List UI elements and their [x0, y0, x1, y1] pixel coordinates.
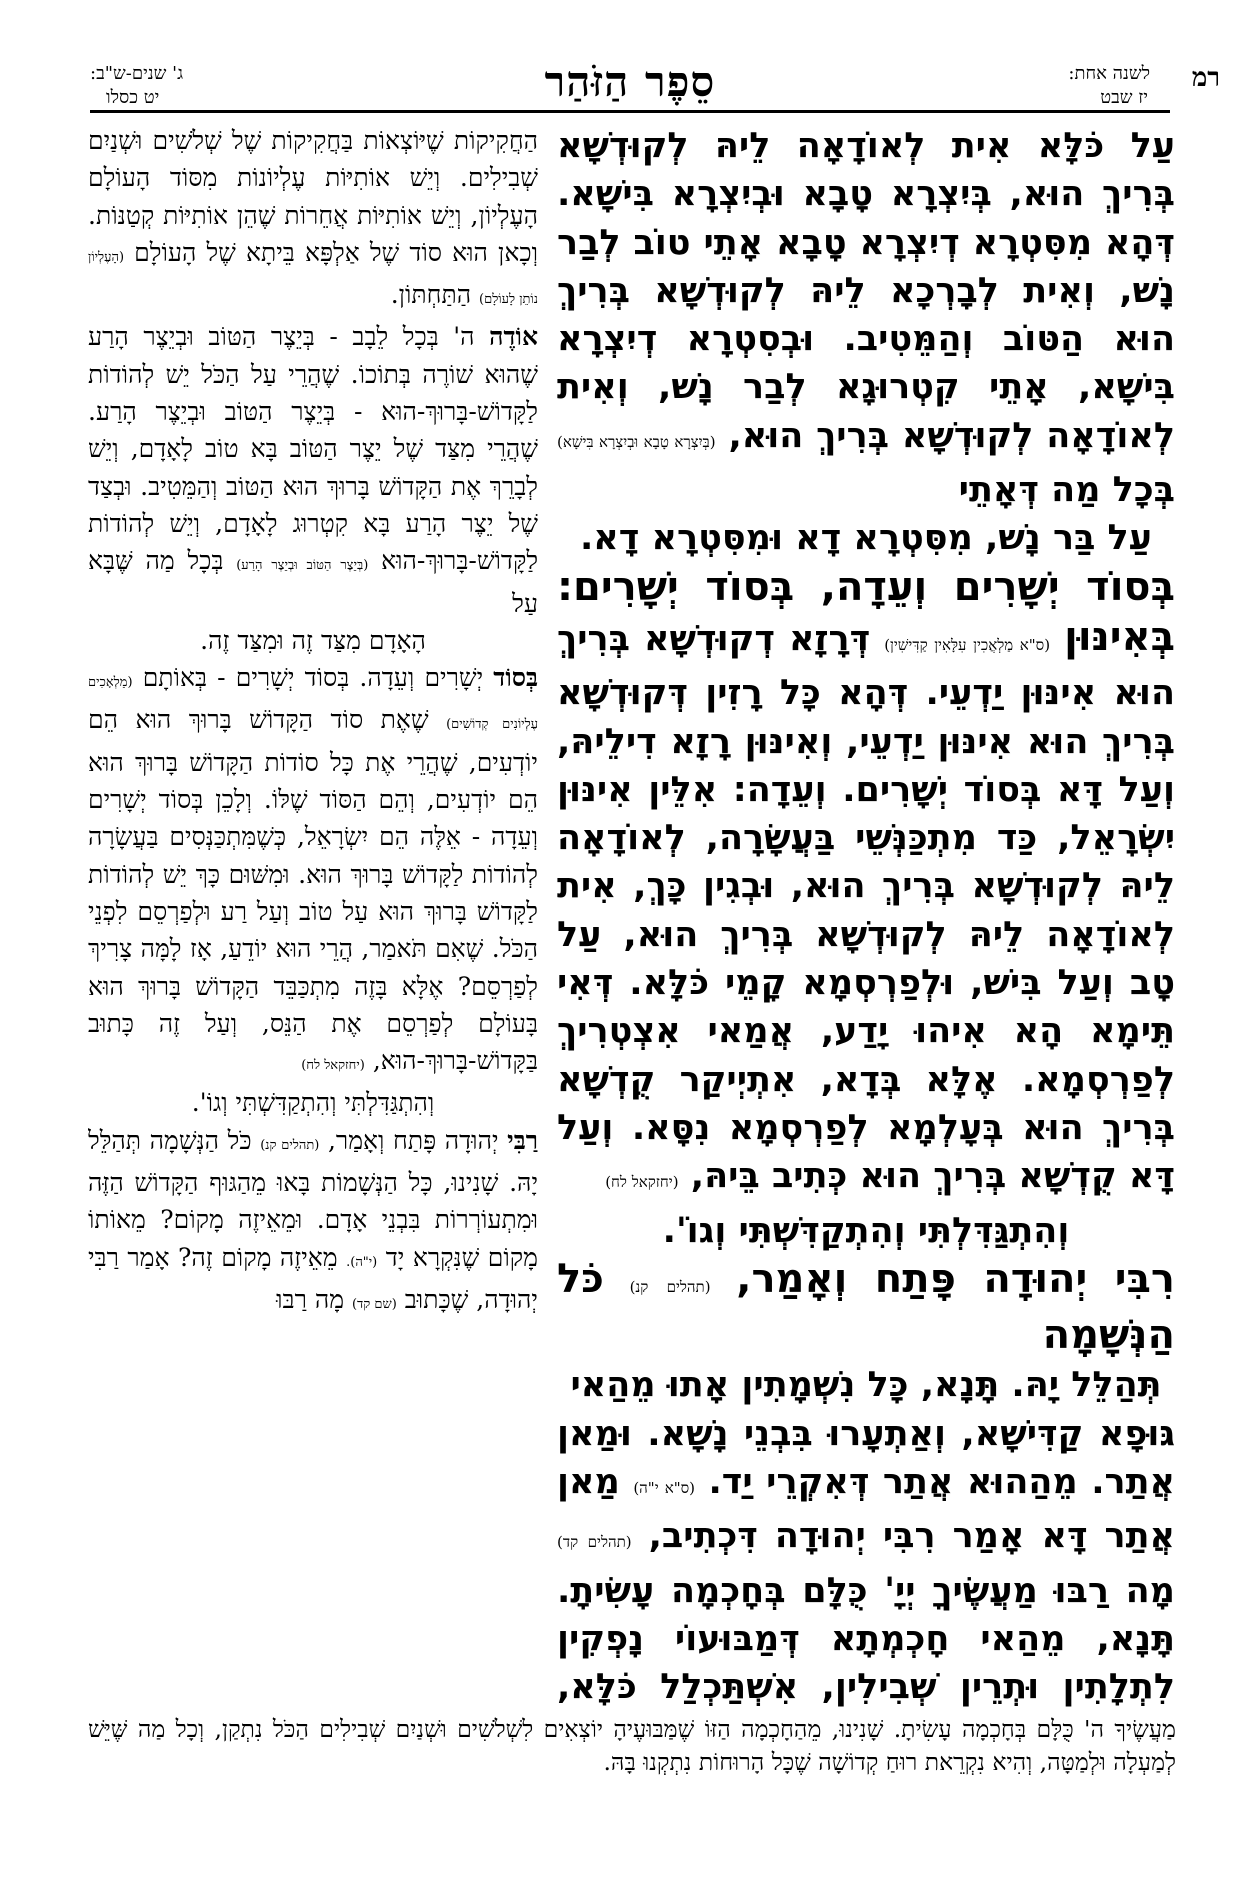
commentary-text: שֶׁאֶת סוֹד הַקָּדוֹשׁ בָּרוּךְ הוּא הֵם יוֹדְעִים, שֶׁהֲרֵי אֶת כָּל סוֹדוֹת הַקָּדוֹשׁ בָּרוּךְ הוּא הֵם יוֹדְעִים, וְהֵם הַסּוֹד שֶׁלּוֹ. וְלָכֵן בְּסוֹד יְשָׁרִים וְעֵדָה - אֵלֶּה הֵם יִשְׂרָאֵל, כְּשֶׁמִּתְכַּנְּסִים בַּעֲשָׂרָה לְהוֹדוֹת לַקָּדוֹשׁ בָּרוּךְ הוּא. וּמִשּׁוּם כָּךְ יֵשׁ לְהוֹדוֹת לַקָּדוֹשׁ בָּרוּךְ הוּא עַל טוֹב וְעַל רַע וּלְפַרְסֵם לִפְנֵי הַכֹּל. שֶׁאִם תֹּאמַר, הֲרֵי הוּא יוֹדֵעַ, אָז לָמָּה צָרִיךְ לְפַרְסֵם? אֶלָּא בָּזֶה מִתְכַּבֵּד הַקָּדוֹשׁ בָּרוּךְ הוּא בָּעוֹלָם לְפַרְסֵם אֶת הַנֵּס, וְעַל זֶה כָּתוּב בַּקָּדוֹשׁ-בָּרוּךְ-הוּא, [88, 705, 538, 1076]
hebrew-translation-column [88, 122, 538, 1707]
main-text: כֹּל הַנְּשָׁמָה [557, 1255, 1175, 1359]
commentary-lead-word: אוֹדֶה [489, 322, 538, 352]
footer-text: מַעֲשֶׂיךָ ה' כֻּלָּם בְּחָכְמָה עָשִׂיתָ. שָׁנִינוּ, מֵהַחָכְמָה הַזּוֹ שֶׁמַּבּוּעֶיהָ יוֹצְאִים לִשְׁלֹשִׁים וּשְׁנַיִם שְׁבִילִים הַכֹּל נִתְקַן, וְכָל מַה שֶּׁיֵּשׁ לְמַעְלָה וּלְמַטָּה, וְהִיא נִקְרֵאת רוּחַ קְדוֹשָׁה שֶׁכָּל הָרוּחוֹת נִתְקְנוּ בָּהּ. [88, 1715, 1176, 1776]
commentary-gloss: (בְּיֵצֶר הַטּוֹב וּבְיֵצֶר הָרַע) [236, 558, 369, 574]
commentary-text: הַחֲקִיקוֹת שֶׁיּוֹצְאוֹת בַּחֲקִיקוֹת שֶׁל שְׁלֹשִׁים וּשְׁנַיִם שְׁבִילִים. וְיֵשׁ אוֹתִיּוֹת עֶלְיוֹנוֹת מִסּוֹד הָעוֹלָם הָעֶלְיוֹן, וְיֵשׁ אוֹתִיּוֹת אֲחֵרוֹת שֶׁהֵן אוֹתִיּוֹת קְטַנּוֹת. וְכָאן הוּא סוֹד שֶׁל אַלְפָּא בֵּיתָא שֶׁל הָעוֹלָם [88, 126, 538, 267]
main-gloss: (ס"א מַלְאֲכִין עִלָּאִין קַדִּישִׁין) [884, 635, 1051, 654]
commentary-gloss: (י"ה). [346, 1254, 378, 1270]
column-divider [548, 122, 549, 1707]
main-text: מַאן אֲתַר דָּא אָמַר רִבִּי יְהוּדָה דִּכְתִיב, [557, 1462, 1175, 1557]
main-centered-line: תְּהַלֵּל יָהּ. תָּנָא, כָּל נִשְׁמָתִין אָתוּ מֵהַאי [570, 1365, 1162, 1406]
main-text: דְּרָזָא דְקוּדְשָׁא בְּרִיךְ הוּא אִינּוּן יַדְעֵי. דְּהָא כָּל רָזִין דְּקוּדְשָׁא בְּרִיךְ הוּא אִינּוּן יַדְעֵי, וְאִינּוּן רָזָא דִילֵיהּ, וְעַל דָּא בְּסוֹד יְשָׁרִים. וְעֵדָה: אִלֵּין אִינּוּן יִשְׂרָאֵל, כַּד מִתְכַּנְּשֵׁי בַּעֲשָׂרָה, לְאוֹדָאָה לֵיהּ לְקוּדְשָׁא בְּרִיךְ הוּא, וּבְגִין כָּךְ, אִית לְאוֹדָאָה לֵיהּ לְקוּדְשָׁא בְּרִיךְ הוּא, עַל טָב וְעַל בִּישׁ, וּלְפַרְסְמָא קָמֵי כֹּלָּא. דְּאִי תֵּימָא הָא אִיהוּ יָדַע, אֲמַאי אִצְטְרִיךְ לְפַרְסְמָא. אֶלָּא בְּדָא, אִתְיְיקַר קֻדְשָׁא בְּרִיךְ הוּא בְּעָלְמָא לְפַרְסְמָא נִסָּא. וְעַל דָּא קֻדְשָׁא בְּרִיךְ הוּא כְּתִיב בֵּיהּ, [557, 618, 1175, 1197]
main-paragraph-1 [557, 122, 1175, 514]
main-text: רִבִּי יְהוּדָה פָּתַח וְאָמַר, [736, 1255, 1175, 1302]
main-gloss: (ס"א י"ה) [633, 1479, 696, 1498]
commentary-lead-word: רַבִּי [507, 1125, 538, 1155]
verse-reference: (תהלים קד) [557, 1533, 632, 1552]
commentary-text: כֹּל הַנְּשָׁמָה תְּהַלֵּל יָהּ. שָׁנִינוּ, כָּל הַנְּשָׁמוֹת בָּאוּ מֵהַגּוּף הַקָּדוֹשׁ הַזֶּה וּמִתְעוֹרְרוֹת בִּבְנֵי אָדָם. וּמֵאֵיזֶה מָקוֹם? מֵאוֹתוֹ מָקוֹם שֶׁנִּקְרָא יָד [88, 1125, 538, 1272]
verse-reference: (תהלים קנ) [629, 1277, 711, 1296]
verse-reference: (שם קד) [351, 1296, 397, 1312]
main-text: עַל כֹּלָּא אִית לְאוֹדָאָה לֵיהּ לְקוּדְשָׁא בְּרִיךְ הוּא, בְּיִצְרָא טָבָא וּבְיִצְרָא בִּישָׁא. דְּהָא מִסִּטְרָא דְיִצְרָא טָבָא אָתֵי טוֹב לְבַר נָשׁ, וְאִית לְבָרְכָא לֵיהּ לְקוּדְשָׁא בְּרִיךְ הוּא הַטּוֹב וְהַמֵּטִיב. וּבְסִטְרָא דְיִצְרָא בִּישָׁא, אָתֵי קִטְרוּגָא לְבַר נָשׁ, וְאִית לְאוֹדָאָה לְקוּדְשָׁא בְּרִיךְ הוּא, [557, 126, 1175, 456]
commentary-lead-word: בְּסוֹד [493, 663, 538, 693]
schedule-one-year-label: לשנה אחת: [1068, 63, 1150, 84]
commentary-paragraph-3 [88, 659, 538, 1084]
verse-reference: (יחזקאל לח) [605, 1173, 679, 1192]
schedule-one-year-date: יז שבט [1100, 87, 1148, 108]
main-paragraph-3 [557, 1255, 1175, 1362]
commentary-gloss: (הָעֶלְיוֹן נוֹתֵן לָעוֹלָם) [88, 249, 538, 308]
main-paragraph-3-cont [557, 1410, 1175, 1707]
main-text: גּוּפָא קַדִּישָׁא, וְאַתְעָרוּ בִּבְנֵי נָשָׁא. וּמַאן אֲתַר. מֵהַהוּא אֲתַר דְּאִקְרֵי יַד. [557, 1413, 1175, 1503]
page-number: רמ [1191, 63, 1220, 93]
commentary-paragraph-4 [88, 1122, 538, 1323]
commentary-centered-line: וְהִתְגַּדִּלְתִּי וְהִתְקַדִּשְׁתִּי וְגוֹ'. [191, 1088, 435, 1118]
commentary-text: מֵאֵיזֶה מָקוֹם זֶה? אָמַר רַבִּי יְהוּדָה, שֶׁכָּתוּב [88, 1242, 538, 1314]
commentary-text: יְשָׁרִים וְעֵדָה. בְּסוֹד יְשָׁרִים - בְּאוֹתָם [142, 663, 484, 693]
verse-reference: (תהלים קנ) [260, 1137, 320, 1153]
verse-reference: (יחזקאל לח) [301, 1058, 365, 1074]
commentary-text: הַתַּחְתּוֹן. [390, 280, 472, 310]
main-gloss: (בְּיִצְרָא טָבָא וּבְיִצְרָא בִּישָׁא) [557, 432, 716, 451]
commentary-text: יְהוּדָה פָּתַח וְאָמַר, [327, 1125, 499, 1155]
commentary-paragraph-2 [88, 318, 538, 621]
commentary-centered-line: הָאָדָם מִצַּד זֶה וּמִצַּד זֶה. [200, 625, 426, 655]
aramaic-text-column [557, 122, 1175, 1707]
commentary-paragraph-1 [88, 122, 538, 318]
main-centered-line: עַל בַּר נָשׁ, מִסִּטְרָא דָא וּמִסִּטְרָא דָא. [580, 518, 1152, 559]
main-text: בְּכָל מַה דְּאָתֵי [958, 470, 1175, 511]
page-header [90, 55, 1220, 113]
page-footer-commentary [88, 1713, 1176, 1779]
main-paragraph-2 [557, 563, 1175, 1207]
commentary-text: בְּכָל מַה שֶּׁבָּא עַל [88, 546, 538, 618]
main-text: בְּסוֹד יְשָׁרִים וְעֵדָה, בְּסוֹד יְשָׁרִים: בְּאִינּוּן [557, 563, 1175, 660]
schedule-three-year-date: יט כסלו [106, 87, 160, 108]
commentary-gloss: (מַלְאָכִים עֶלְיוֹנִים קְדוֹשִׁים) [88, 675, 538, 733]
main-text: מָה רַבּוּ מַעֲשֶׂיךָ יְיָ' כֻּלָּם בְּחָכְמָה עָשִׂיתָ. תָּנָא, מֵהַאי חָכְמְתָא דְּמַבּוּעוֹי נָפְקִין לִתְלָתִין וּתְרֵין שְׁבִילִין, אִשְׁתַּכְלַל כֹּלָּא, [557, 1570, 1175, 1707]
main-centered-line: וְהִתְגַּדִּלְתִּי וְהִתְקַדִּשְׁתִּי וְגוֹ'. [662, 1210, 1070, 1251]
commentary-text: מָה רַבּוּ [276, 1284, 345, 1314]
commentary-text: ה' בְּכָל לֵבָב - בְּיֵצֶר הַטּוֹב וּבְיֵצֶר הָרַע שֶׁהוּא שׁוֹרֶה בְּתוֹכוֹ. שֶׁהֲרֵי עַל הַכֹּל יֵשׁ לְהוֹדוֹת לַקָּדוֹשׁ-בָּרוּךְ-הוּא - בְּיֵצֶר הַטּוֹב וּבְיֵצֶר הָרַע. שֶׁהֲרֵי מִצַּד שֶׁל יֵצֶר הַטּוֹב בָּא טוֹב לָאָדָם, וְיֵשׁ לְבָרֵךְ אֶת הַקָּדוֹשׁ בָּרוּךְ הוּא הַטּוֹב וְהַמֵּטִיב. וּבְצַד שֶׁל יֵצֶר הָרַע בָּא קִטְרוּג לָאָדָם, וְיֵשׁ לְהוֹדוֹת לַקָּדוֹשׁ-בָּרוּךְ-הוּא [88, 322, 538, 576]
schedule-three-year-label: ג' שנים-ש"ב: [90, 63, 184, 84]
book-title: סֵפֶר הַזֹּהַר [544, 57, 716, 106]
